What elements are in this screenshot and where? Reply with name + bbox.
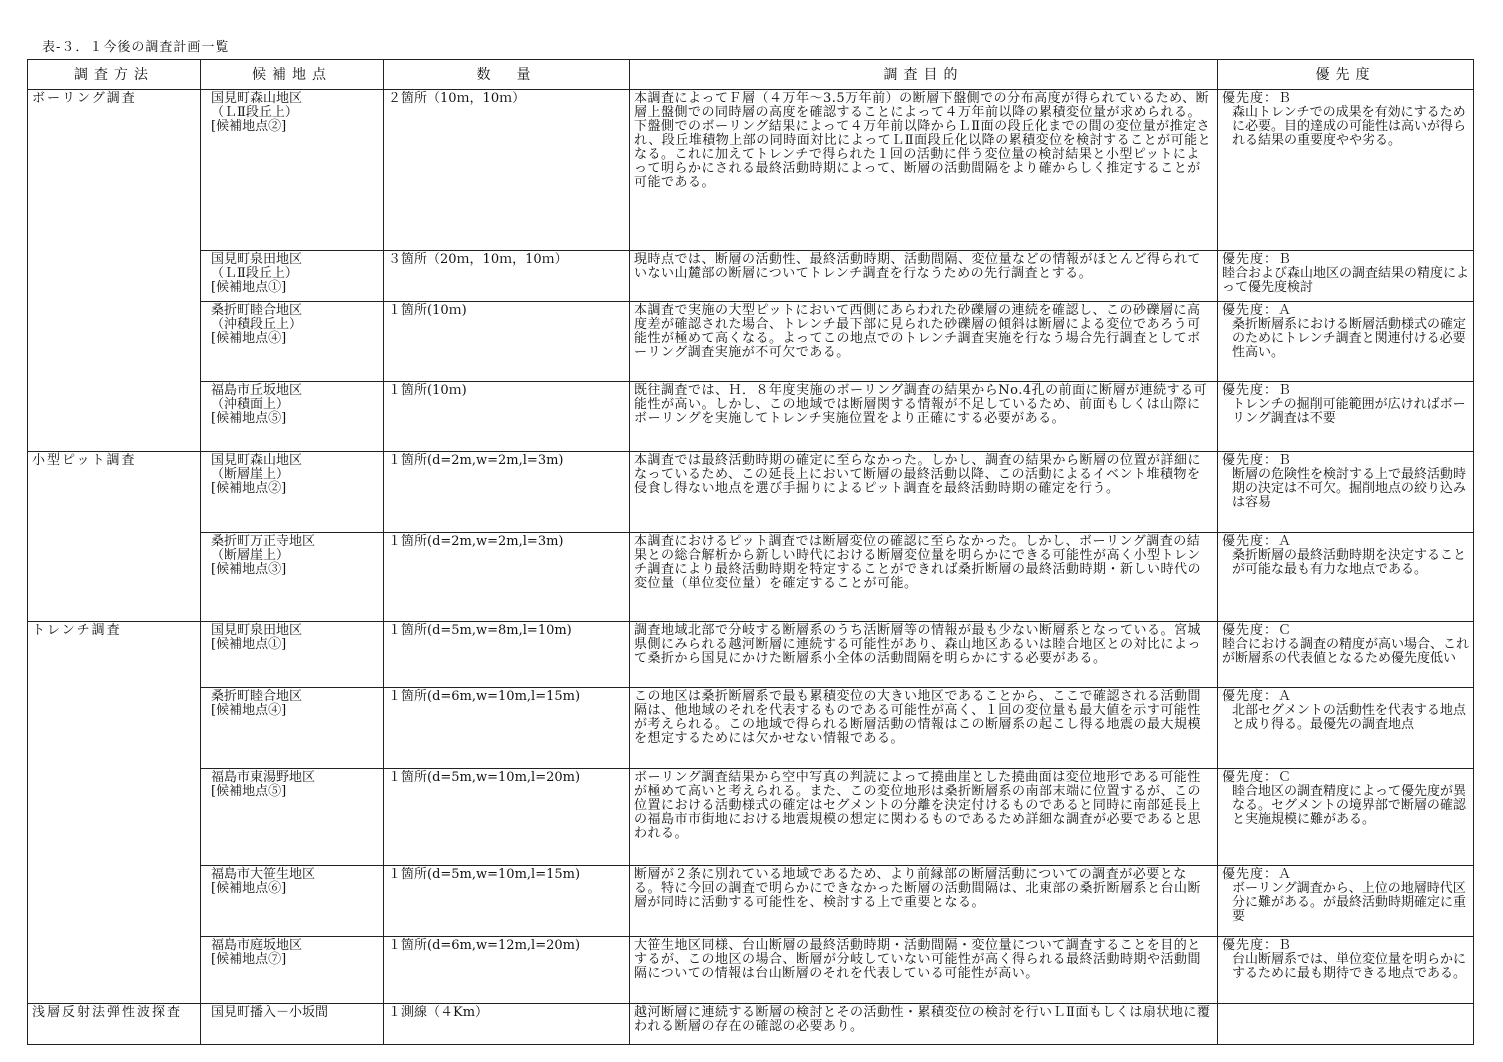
purpose-cell: 調査地域北部で分岐する断層系のうち活断層等の情報が最も少ない断層系となっている。宮城県側にみられる越河断層に連続する可能性があり、森山地区あるいは睦合地区との対比によって桑折から国見にかけた断層系小全体の活動間隔を明らかにする必要がある。	[630, 621, 1218, 687]
location-cell: 国見町森山地区 （断層崖上） [候補地点②]	[201, 452, 384, 533]
quantity-cell: １箇所(d=5m,w=10m,l=15m)	[384, 866, 630, 936]
quantity-cell: １箇所(10ｍ)	[384, 302, 630, 382]
method-cell-trench: トレンチ調査	[28, 621, 201, 1004]
priority-cell: 優先度：Ａ ボーリング調査から、上位の地層時代区分に難がある。が最終活動時期確定に重要	[1218, 866, 1474, 936]
purpose-cell: この地区は桑折断層系で最も累積変位の大きい地区であることから、ここで確認される活動間隔は、他地域のそれを代表するものである可能性が高く、１回の変位量も最大値を示す可能性が考えられる。この地域で得られる断層活動の情報はこの断層系の起こし得る地震の最大規模を想定するためには欠かせない情報である。	[630, 687, 1218, 769]
priority-cell: 優先度：Ａ 桑折断層系における断層活動様式の確定のためにトレンチ調査と関連付ける必要性高い。	[1218, 302, 1474, 382]
location-cell: 桑折町万正寺地区 （断層崖上） [候補地点③]	[201, 532, 384, 621]
purpose-cell: ボーリング調査結果から空中写真の判読によって撓曲崖とした撓曲面は変位地形である可能性が極めて高いと考えられる。また、この変位地形は桑折断層系の南部末端に位置するが、この位置における活動様式の確定はセグメントの分離を決定付けるものであると同時に南部延長上の福島市市街地における地震規模の想定に関わるものであるため詳細な調査が必要であると思われる。	[630, 769, 1218, 866]
table-row	[28, 687, 1474, 769]
table-caption: 表-３．１今後の調査計画一覧	[42, 40, 230, 55]
quantity-cell: １箇所(d=6m,w=12m,l=20m)	[384, 936, 630, 1003]
table-row	[28, 769, 1474, 866]
header-location: 候補地点	[201, 60, 384, 90]
purpose-cell: 本調査では最終活動時期の確定に至らなかった。しかし、調査の結果から断層の位置が詳細になっているため、この延長上において断層の最終活動以降、この活動によるイベント堆積物を侵食し得ない地点を選び手掘りによるピット調査を最終活動時期の確定を行う。	[630, 452, 1218, 533]
priority-cell: 優先度：Ｂ トレンチの掘削可能範囲が広ければボーリング調査は不要	[1218, 381, 1474, 451]
priority-cell: 優先度：Ｂ 森山トレンチでの成果を有効にするために必要。目的達成の可能性は高いが得られる結果の重要度やや劣る。	[1218, 90, 1474, 251]
quantity-cell: １箇所(d=2m,w=2m,l=3m)	[384, 532, 630, 621]
table-row	[28, 532, 1474, 621]
location-cell: 桑折町睦合地区 （沖積段丘上） [候補地点④]	[201, 302, 384, 382]
purpose-cell: 本調査によってＦ層（４万年～3.5万年前）の断層下盤側での分布高度が得られているため、断層上盤側での同時層の高度を確認することによって４万年前以降の累積変位量が求められる。下盤側でのボーリング結果によって４万年前以降からＬⅡ面の段丘化までの間の変位量が推定され、段丘堆積物上部の同時面対比によってＬⅡ面段丘化以降の累積変位を検討することが可能となる。これに加えてトレンチで得られた１回の活動に伴う変位量の検討結果と小型ピットによって明らかにされる最終活動時期によって、断層の活動間隔をより確からしく推定することが可能である。	[630, 90, 1218, 251]
method-cell-pit: 小型ピット調査	[28, 452, 201, 621]
header-row	[28, 60, 1474, 90]
table-row	[28, 452, 1474, 533]
location-cell: 国見町泉田地区 [候補地点①]	[201, 621, 384, 687]
purpose-cell: 大笹生地区同様、台山断層の最終活動時期・活動間隔・変位量について調査することを目的とするが、この地区の場合、断層が分岐していない可能性が高く得られる最終活動時期や活動間隔についての情報は台山断層のそれを代表している可能性が高い。	[630, 936, 1218, 1003]
location-cell: 国見町播入－小坂間	[201, 1004, 384, 1045]
purpose-cell: 本調査におけるピット調査では断層変位の確認に至らなかった。しかし、ボーリング調査の結果との総合解析から新しい時代における断層変位量を明らかにできる可能性が高く小型トレンチ調査により最終活動時期を特定することができれば桑折断層の最終活動時期・新しい時代の変位量（単位変位量）を確定することが可能。	[630, 532, 1218, 621]
priority-cell	[1218, 1004, 1474, 1045]
table-row	[28, 302, 1474, 382]
location-cell: 福島市東湯野地区 [候補地点⑤]	[201, 769, 384, 866]
purpose-cell: 現時点では、断層の活動性、最終活動時期、活動間隔、変位量などの情報がほとんど得られていない山麓部の断層についてトレンチ調査を行なうための先行調査とする。	[630, 251, 1218, 302]
location-cell: 国見町泉田地区 （ＬⅡ段丘上） [候補地点①]	[201, 251, 384, 302]
priority-cell: 優先度：Ｂ 睦合および森山地区の調査結果の精度によって優先度検討	[1218, 251, 1474, 302]
quantity-cell: ２箇所（10ｍ，10ｍ）	[384, 90, 630, 251]
table-row	[28, 621, 1474, 687]
header-priority: 優先度	[1218, 60, 1474, 90]
priority-cell: 優先度：Ｂ 断層の危険性を検討する上で最終活動時期の決定は不可欠。掘削地点の絞り込みは容易	[1218, 452, 1474, 533]
priority-cell: 優先度：Ｃ 睦合における調査の精度が高い場合、これが断層系の代表値となるため優先度低い	[1218, 621, 1474, 687]
location-cell: 福島市大笹生地区 [候補地点⑥]	[201, 866, 384, 936]
location-cell: 福島市丘坂地区 （沖積面上） [候補地点⑤]	[201, 381, 384, 451]
priority-cell: 優先度：Ｂ 台山断層系では、単位変位量を明らかにするために最も期待できる地点である。	[1218, 936, 1474, 1003]
location-cell: 桑折町睦合地区 [候補地点④]	[201, 687, 384, 769]
priority-cell: 優先度：Ａ 北部セグメントの活動性を代表する地点と成り得る。最優先の調査地点	[1218, 687, 1474, 769]
table-row	[28, 936, 1474, 1003]
method-cell-boring: ボーリング調査	[28, 90, 201, 452]
priority-cell: 優先度：Ｃ 睦合地区の調査精度によって優先度が異なる。セグメントの境界部で断層の確認と実施規模に難がある。	[1218, 769, 1474, 866]
quantity-cell: １箇所(d=6m,w=10m,l=15m)	[384, 687, 630, 769]
location-cell: 国見町森山地区 （ＬⅡ段丘上） [候補地点②]	[201, 90, 384, 251]
purpose-cell: 既往調査では、Ｈ．８年度実施のボーリング調査の結果からNo.4孔の前面に断層が連続する可能性が高い。しかし、この地域では断層関する情報が不足しているため、前面もしくは山際にボーリングを実施してトレンチ実施位置をより正確にする必要がある。	[630, 381, 1218, 451]
quantity-cell: １箇所(d=2m,w=2m,l=3m)	[384, 452, 630, 533]
priority-cell: 優先度：Ａ 桑折断層の最終活動時期を決定することが可能な最も有力な地点である。	[1218, 532, 1474, 621]
purpose-cell: 本調査で実施の大型ピットにおいて西側にあらわれた砂礫層の連続を確認し、この砂礫層に高度差が確認された場合、トレンチ最下部に見られた砂礫層の傾斜は断層による変位であろう可能性が極めて高くなる。よってこの地点でのトレンチ調査実施を行なう場合先行調査としてボーリング調査実施が不可欠である。	[630, 302, 1218, 382]
quantity-cell: １測線（４Km）	[384, 1004, 630, 1045]
header-purpose: 調査目的	[630, 60, 1218, 90]
method-cell-seismic: 浅層反射法弾性波探査	[28, 1004, 201, 1045]
table-row	[28, 866, 1474, 936]
header-quantity: 数 量	[384, 60, 630, 90]
quantity-cell: １箇所(d=5m,w=8m,l=10m)	[384, 621, 630, 687]
table-row	[28, 381, 1474, 451]
purpose-cell: 断層が２条に別れている地域であるため、より前縁部の断層活動についての調査が必要となる。特に今回の調査で明らかにできなかった断層の活動間隔は、北東部の桑折断層系と台山断層が同時に活動する可能性を、検討する上で重要となる。	[630, 866, 1218, 936]
table-row	[28, 251, 1474, 302]
table-row	[28, 90, 1474, 251]
purpose-cell: 越河断層に連続する断層の検討とその活動性・累積変位の検討を行いＬⅡ面もしくは扇状地に覆われる断層の存在の確認の必要あり。	[630, 1004, 1218, 1045]
quantity-cell: １箇所(10ｍ)	[384, 381, 630, 451]
quantity-cell: ３箇所（20ｍ，10ｍ，10ｍ）	[384, 251, 630, 302]
header-method: 調査方法	[28, 60, 201, 90]
survey-plan-table	[27, 59, 1474, 1045]
location-cell: 福島市庭坂地区 [候補地点⑦]	[201, 936, 384, 1003]
table-row	[28, 1004, 1474, 1045]
quantity-cell: １箇所(d=5m,w=10m,l=20m)	[384, 769, 630, 866]
